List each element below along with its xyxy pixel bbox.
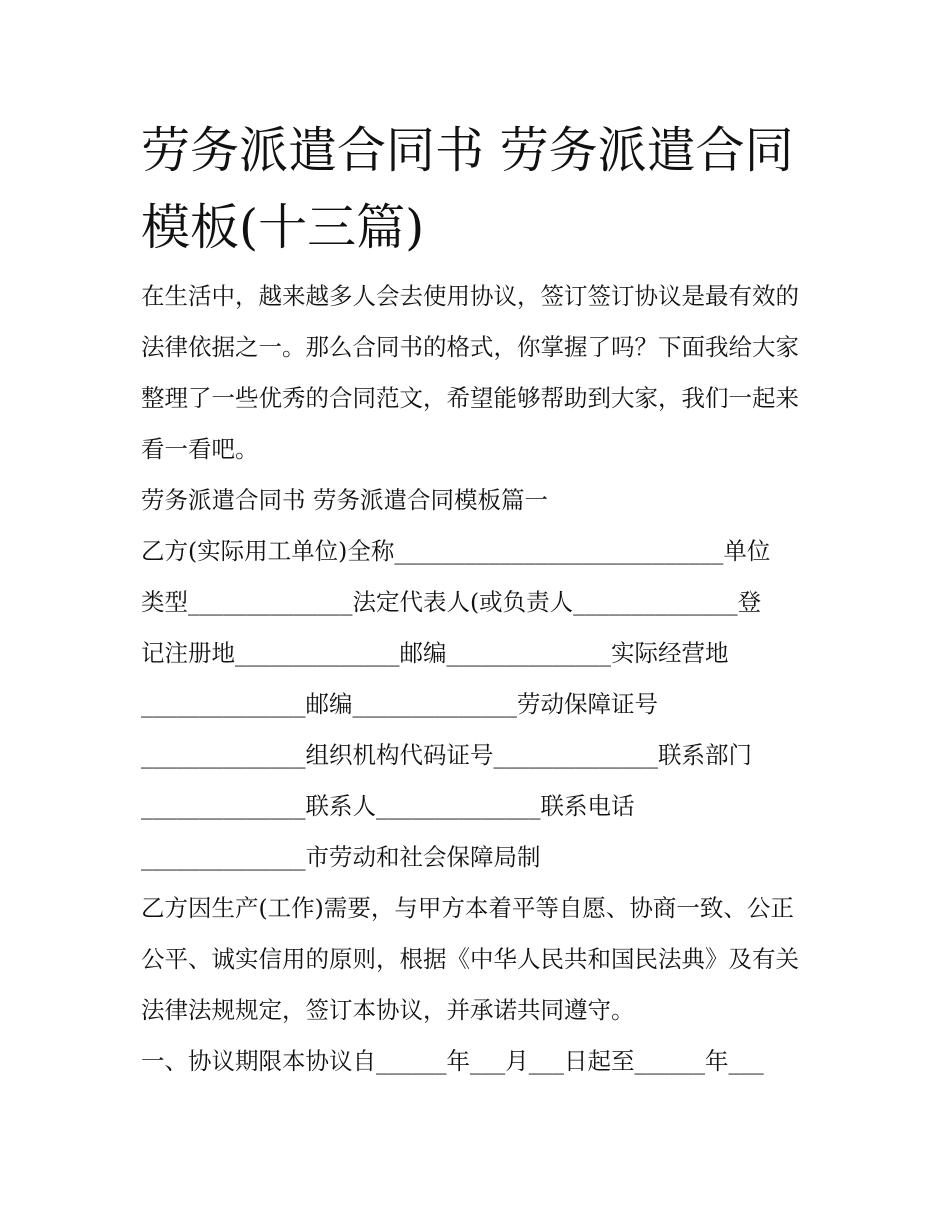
form-line: ______________组织机构代码证号______________联系部门 bbox=[141, 741, 752, 769]
clause-term: 一、协议期限本协议自______年___月___日起至______年___ bbox=[141, 1047, 764, 1075]
form-line: ______________市劳动和社会保障局制 bbox=[141, 843, 541, 871]
form-line: ______________联系人______________联系电话 bbox=[141, 792, 635, 820]
agreement-paragraph: 乙方因生产(工作)需要，与甲方本着平等自愿、协商一致、公正公平、诚实信用的原则，根据《中华人民共和国民法典》及有关法律法规规定，签订本协议，并承诺共同遵守。 bbox=[141, 894, 799, 1024]
section-heading: 劳务派遣合同书 劳务派遣合同模板篇一 bbox=[141, 486, 548, 514]
form-line: 乙方(实际用工单位)全称____________________________单位 bbox=[141, 537, 771, 565]
intro-paragraph: 在生活中，越来越多人会去使用协议，签订签订协议是最有效的法律依据之一。那么合同书的格式，你掌握了吗？下面我给大家整理了一些优秀的合同范文，希望能够帮助到大家，我们一起来看一看吧。 bbox=[141, 282, 799, 463]
form-line: ______________邮编______________劳动保障证号 bbox=[141, 690, 658, 718]
document-body bbox=[141, 112, 813, 1087]
document-title: 劳务派遣合同书 劳务派遣合同模板(十三篇) bbox=[141, 122, 794, 256]
form-line: 记注册地______________邮编______________实际经营地 bbox=[141, 639, 729, 667]
form-line: 类型______________法定代表人(或负责人______________登 bbox=[141, 588, 762, 616]
